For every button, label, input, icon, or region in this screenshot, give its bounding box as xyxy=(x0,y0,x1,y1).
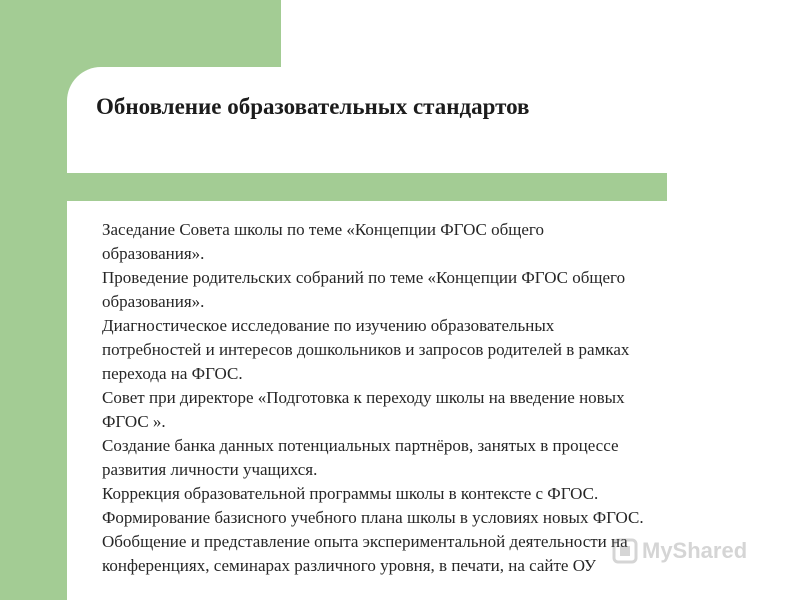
list-item xyxy=(102,434,762,482)
list-item-line: Создание банка данных потенциальных партнёров, занятых в процессе xyxy=(102,436,619,455)
list-item-line: Обобщение и представление опыта экспериментальной деятельности на xyxy=(102,532,628,551)
list-item-line: конференциях, семинарах различного уровня, в печати, на сайте ОУ xyxy=(102,556,597,575)
list-item-line: перехода на ФГОС. xyxy=(102,364,243,383)
list-item xyxy=(102,530,762,578)
list-item-line: развития личности учащихся. xyxy=(102,460,318,479)
list-item-line: Коррекция образовательной программы школы в контексте с ФГОС. xyxy=(102,484,599,503)
list-item-line: Формирование базисного учебного плана школы в условиях новых ФГОС. xyxy=(102,508,644,527)
list-item xyxy=(102,482,762,506)
title-card xyxy=(67,67,800,187)
slide-title: Обновление образовательных стандартов xyxy=(96,94,530,119)
list-item-line: образования». xyxy=(102,244,205,263)
list-item-line: образования». xyxy=(102,292,205,311)
list-item xyxy=(102,314,762,386)
watermark-text: MyShared xyxy=(642,538,748,563)
list-item-line: потребностей и интересов дошкольников и запросов родителей в рамках xyxy=(102,340,630,359)
list-item-line: Диагностическое исследование по изучению образовательных xyxy=(102,316,555,335)
content-list xyxy=(102,218,762,578)
list-item xyxy=(102,386,762,434)
list-item xyxy=(102,506,762,530)
list-item-line: Проведение родительских собраний по теме «Концепции ФГОС общего xyxy=(102,268,626,287)
list-item-line: Заседание Совета школы по теме «Концепции ФГОС общего xyxy=(102,220,544,239)
list-item-line: Совет при директоре «Подготовка к переходу школы на введение новых xyxy=(102,388,625,407)
list-item xyxy=(102,266,762,314)
list-item xyxy=(102,218,762,266)
green-divider-bar xyxy=(67,173,667,201)
list-item-line: ФГОС ». xyxy=(102,412,166,431)
